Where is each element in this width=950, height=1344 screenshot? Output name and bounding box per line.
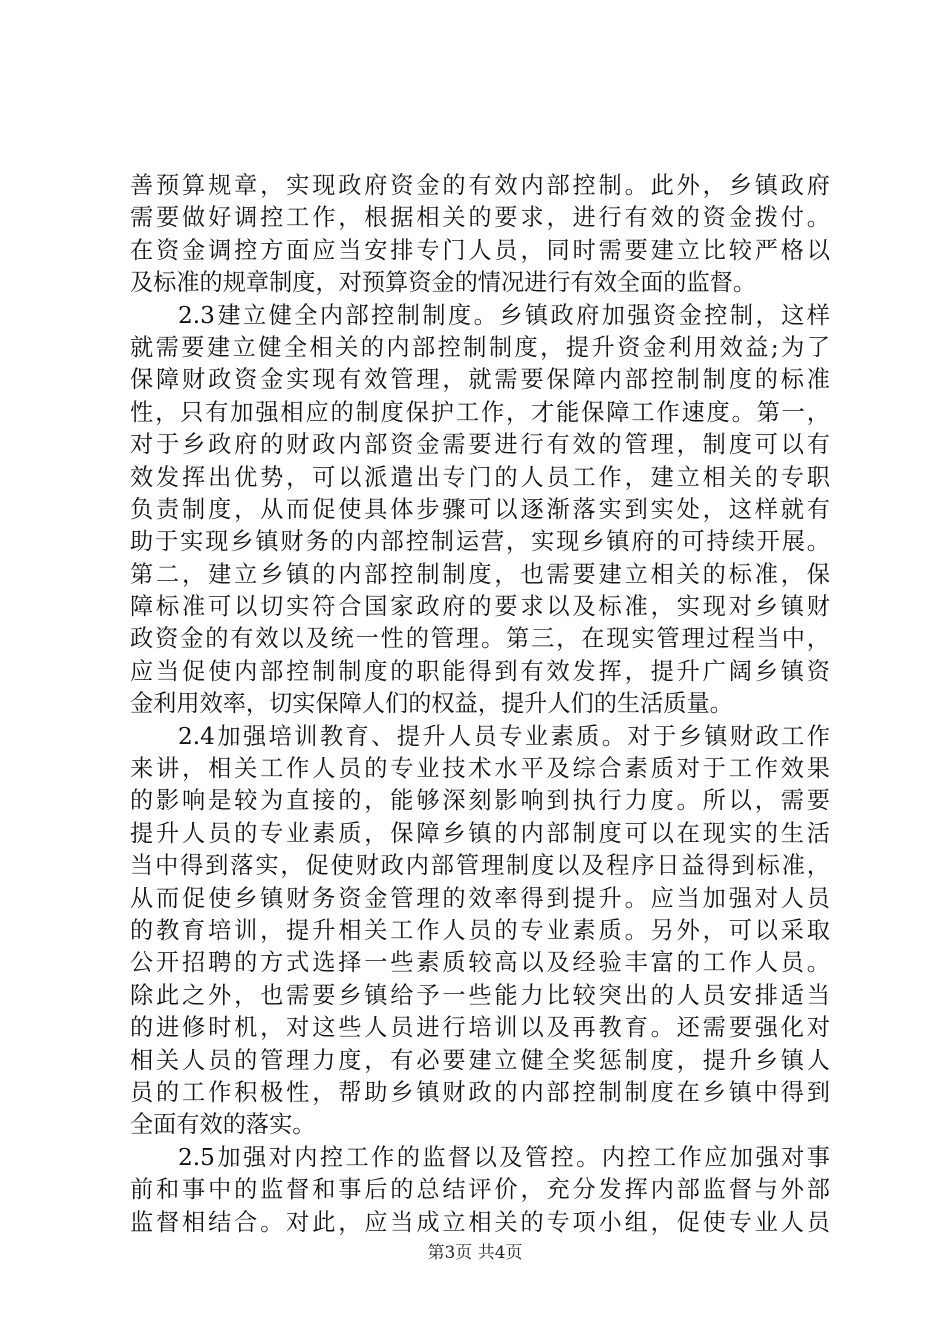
text-line: 政资金的有效以及统一性的管理。第三，在现实管理过程当中，	[130, 625, 830, 653]
text-line: 性，只有加强相应的制度保护工作，才能保障工作速度。第一，	[130, 398, 830, 426]
text-line: 公开招聘的方式选择一些素质较高以及经验丰富的工作人员。	[130, 949, 830, 977]
text-line: 除此之外，也需要乡镇给予一些能力比较突出的人员安排适当	[130, 981, 830, 1009]
text-line: 金利用效率，切实保障人们的权益，提升人们的生活质量。	[130, 690, 733, 718]
section-2-4-heading-line: 2.4加强培训教育、提升人员专业素质。对于乡镇财政工作	[178, 722, 830, 750]
document-body	[130, 170, 830, 1239]
text-line: 的进修时机，对这些人员进行培训以及再教育。还需要强化对	[130, 1014, 830, 1042]
text-line: 效发挥出优势，可以派遣出专门的人员工作，建立相关的专职	[130, 463, 830, 491]
text-line: 保障财政资金实现有效管理，就需要保障内部控制制度的标准	[130, 366, 830, 394]
text-line: 全面有效的落实。	[130, 1111, 316, 1139]
text-line: 应当促使内部控制制度的职能得到有效发挥，提升广阔乡镇资	[130, 657, 830, 685]
text-line: 相关人员的管理力度，有必要建立健全奖惩制度，提升乡镇人	[130, 1046, 830, 1074]
text-line: 助于实现乡镇财务的内部控制运营，实现乡镇府的可持续开展。	[130, 528, 830, 556]
text-line: 当中得到落实，促使财政内部管理制度以及程序日益得到标准，	[130, 852, 830, 880]
text-line: 来讲，相关工作人员的专业技术水平及综合素质对于工作效果	[130, 755, 830, 783]
text-line: 员的工作积极性，帮助乡镇财政的内部控制制度在乡镇中得到	[130, 1078, 830, 1106]
page-number-label: 第3页 共4页	[427, 1243, 523, 1263]
text-line: 负责制度，从而促使具体步骤可以逐渐落实到实处，这样就有	[130, 495, 830, 523]
section-2-5-heading-line: 2.5加强对内控工作的监督以及管控。内控工作应加强对事	[178, 1143, 830, 1171]
text-line: 提升人员的专业素质，保障乡镇的内部制度可以在现实的生活	[130, 819, 830, 847]
text-line: 的影响是较为直接的，能够深刻影响到执行力度。所以，需要	[130, 787, 830, 815]
text-line: 从而促使乡镇财务资金管理的效率得到提升。应当加强对人员	[130, 884, 830, 912]
text-line: 及标准的规章制度，对预算资金的情况进行有效全面的监督。	[130, 269, 757, 297]
text-line: 监督相结合。对此，应当成立相关的专项小组，促使专业人员	[130, 1208, 830, 1236]
text-line: 善预算规章，实现政府资金的有效内部控制。此外，乡镇政府	[130, 172, 830, 199]
section-2-3-heading-line: 2.3建立健全内部控制制度。乡镇政府加强资金控制，这样	[178, 301, 830, 329]
text-line: 对于乡政府的财政内部资金需要进行有效的管理，制度可以有	[130, 431, 830, 459]
text-line: 就需要建立健全相关的内部控制制度，提升资金利用效益;为了	[130, 333, 830, 361]
text-line: 的教育培训，提升相关工作人员的专业素质。另外，可以采取	[130, 916, 830, 944]
text-line: 第二，建立乡镇的内部控制制度，也需要建立相关的标准，保	[130, 560, 830, 588]
text-line: 障标准可以切实符合国家政府的要求以及标准，实现对乡镇财	[130, 593, 830, 621]
text-line: 需要做好调控工作，根据相关的要求，进行有效的资金拨付。	[130, 204, 830, 232]
text-line: 前和事中的监督和事后的总结评价，充分发挥内部监督与外部	[130, 1176, 830, 1204]
page-footer	[0, 1242, 950, 1264]
text-line: 在资金调控方面应当安排专门人员，同时需要建立比较严格以	[130, 236, 830, 264]
